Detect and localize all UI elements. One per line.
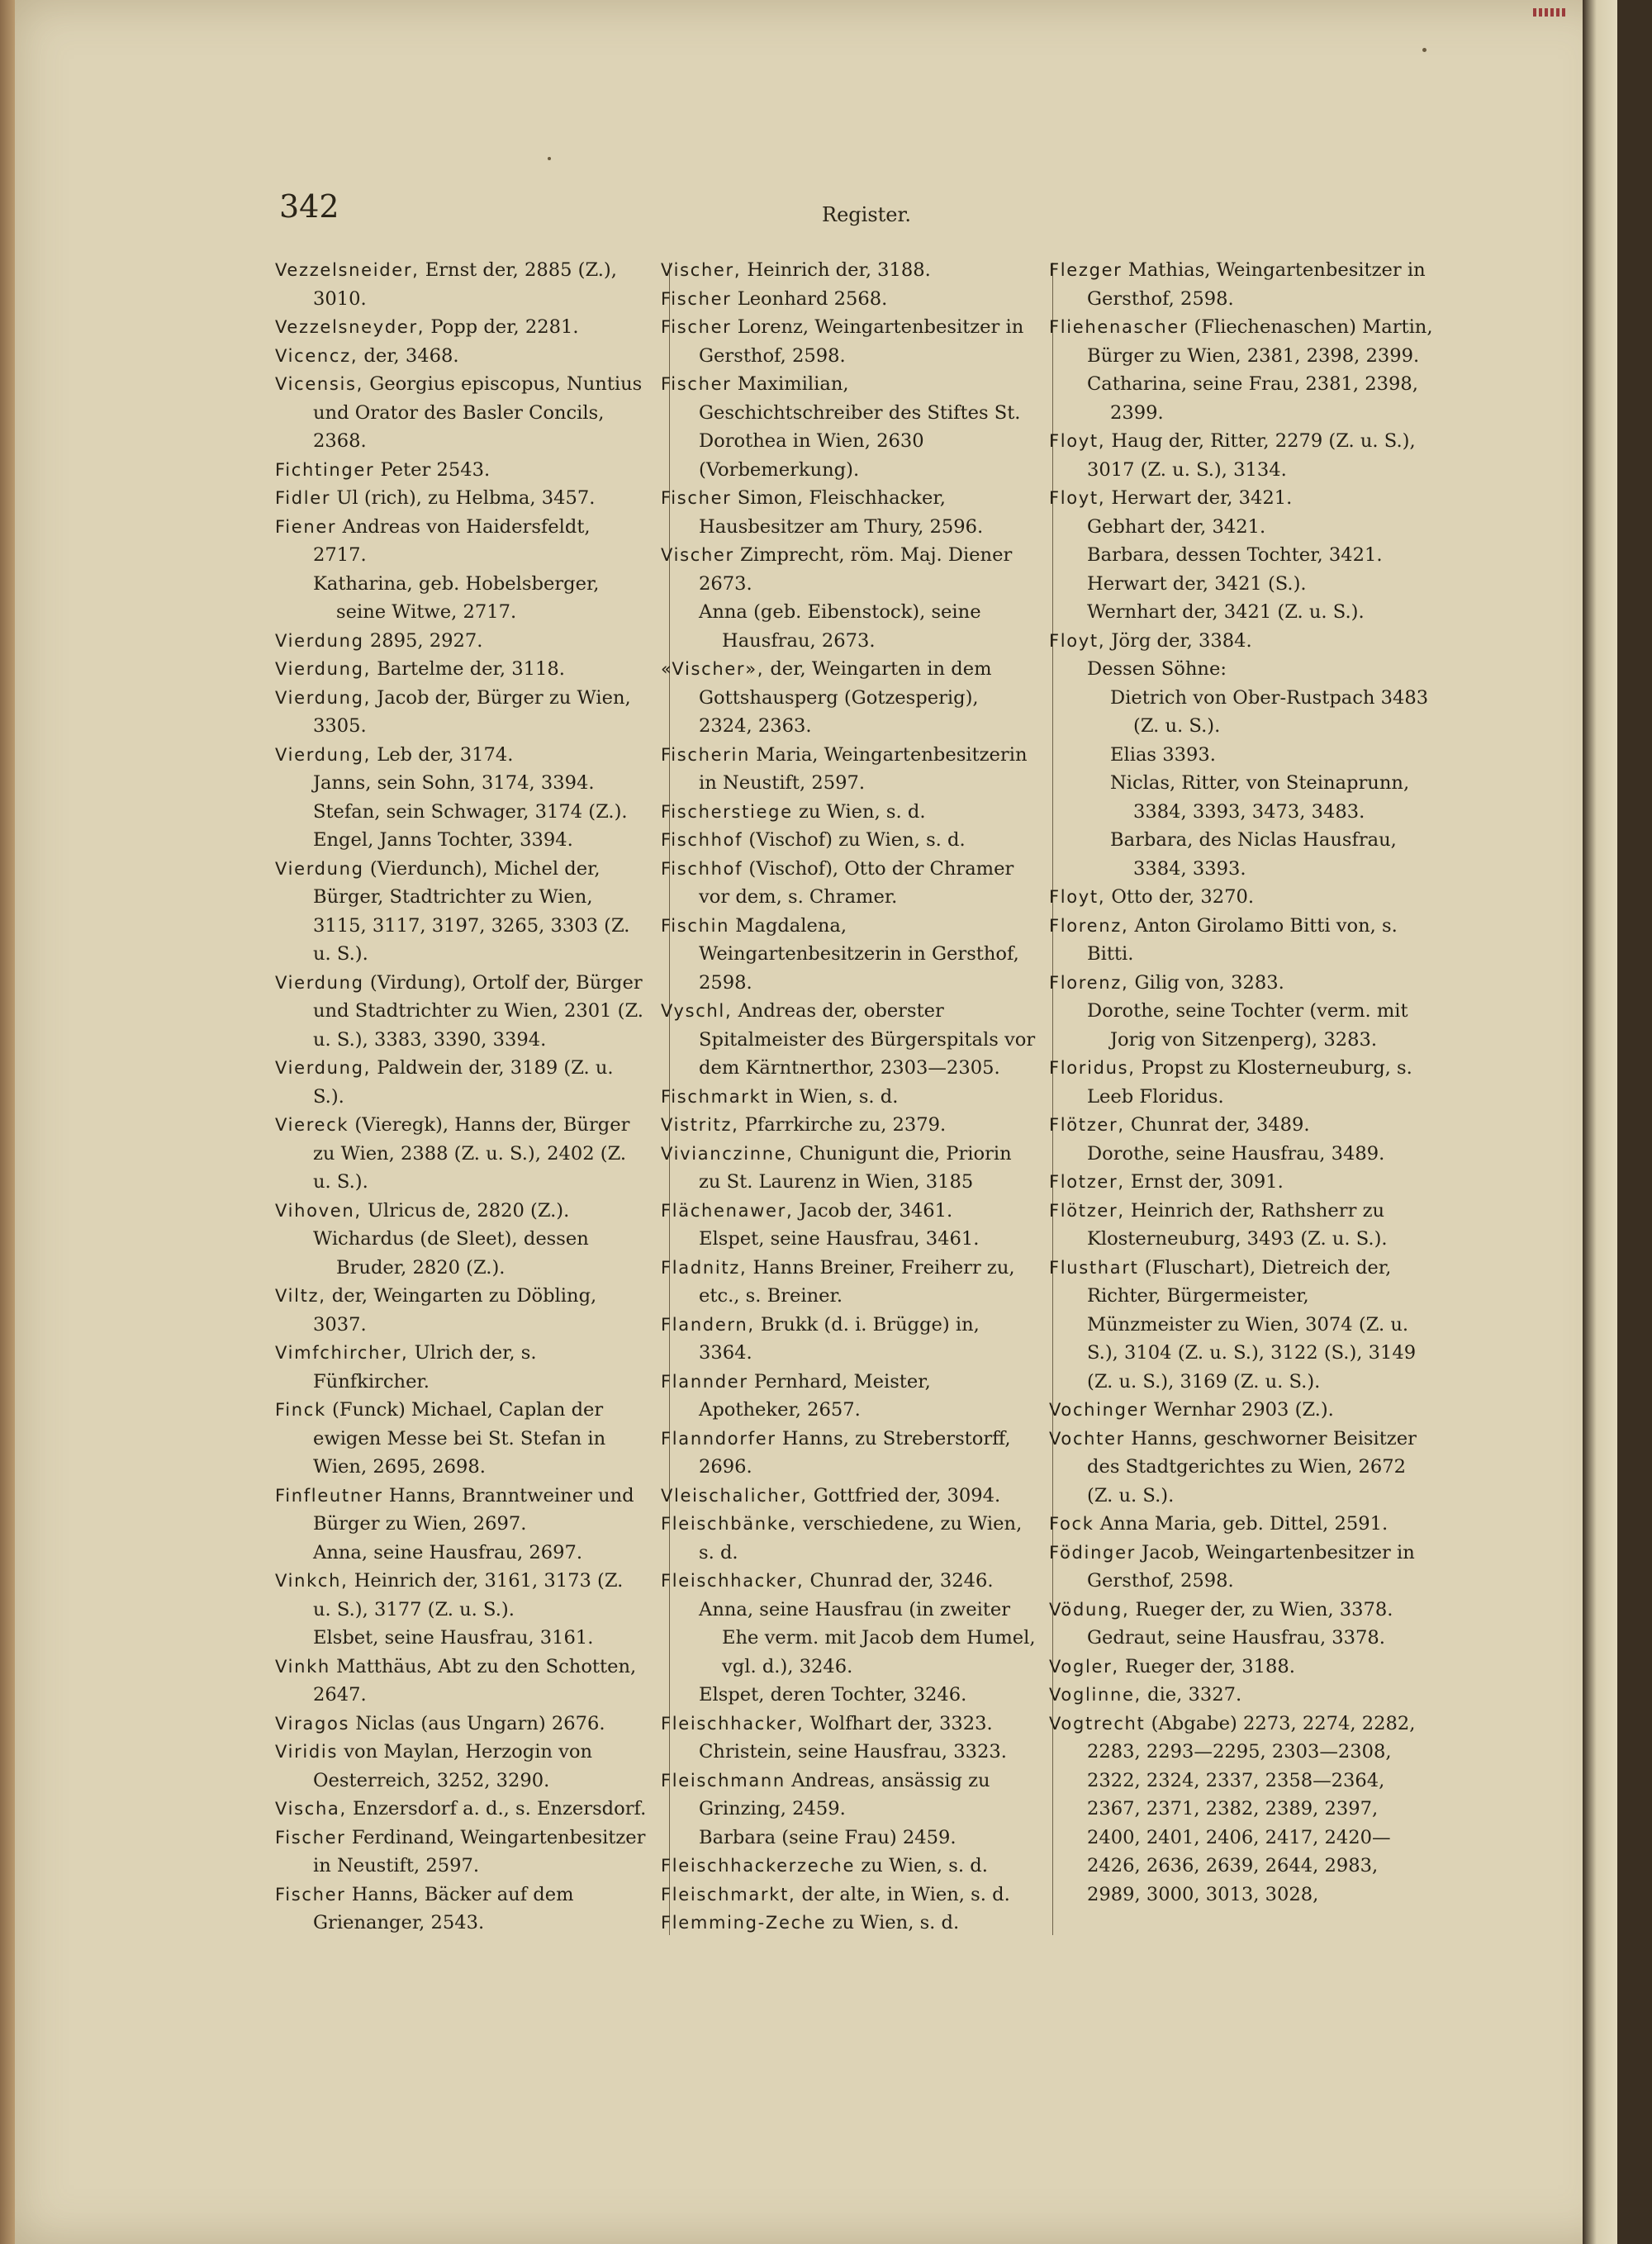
entry-text: Hanns, Bäcker auf dem Grienanger, 2543. (313, 1883, 574, 1933)
entry-text: zu Wien, s. d. (861, 1855, 988, 1876)
index-subentry (275, 1539, 647, 1568)
entry-text: (Vierdunch), Michel der, Bürger, Stadtrichter zu Wien, 3115, 3117, 3197, 3265, 3303 (Z. u. S.). (313, 857, 630, 965)
entry-headword: Fischhof (661, 830, 743, 850)
entry-text: Paldwein der, 3189 (Z. u. S.). (313, 1057, 614, 1108)
paper-speck (1422, 48, 1427, 52)
index-entry (1049, 1681, 1433, 1710)
entry-headword: Vödung, (1049, 1599, 1130, 1620)
entry-headword: Fleischmarkt, (661, 1884, 796, 1905)
index-entry (661, 370, 1037, 484)
entry-headword: Flötzer, (1049, 1115, 1125, 1135)
page-number: 342 (279, 188, 339, 225)
index-subentry (1049, 570, 1433, 599)
index-subentry (1049, 598, 1433, 627)
entry-text: Simon, Fleischhacker, Hausbesitzer am Thury, 2596. (699, 487, 984, 538)
entry-headword: Vinkch, (275, 1571, 349, 1591)
entry-headword: Fischerin (661, 744, 750, 765)
entry-text: 2895, 2927. (369, 629, 483, 652)
index-column-3 (1049, 256, 1433, 1909)
index-entry (1049, 1111, 1433, 1140)
entry-headword: Floridus, (1049, 1058, 1136, 1078)
entry-headword: Vischa, (275, 1799, 347, 1819)
entry-text: Elias 3393. (1110, 743, 1216, 766)
index-entry (661, 1909, 1037, 1938)
index-entry (1049, 1054, 1433, 1111)
entry-headword: Fichtinger (275, 459, 375, 480)
index-subentry (661, 598, 1037, 655)
page-edge (1583, 0, 1617, 2244)
index-entry (661, 741, 1037, 798)
index-entry (661, 912, 1037, 998)
index-subentry (1049, 997, 1433, 1054)
entry-headword: Fleischhacker, (661, 1713, 805, 1734)
index-entry (275, 1396, 647, 1482)
entry-headword: Fischmarkt (661, 1086, 770, 1107)
entry-headword: Vochter (1049, 1428, 1125, 1449)
entry-text: Herwart der, 3421 (S.). (1087, 572, 1307, 595)
entry-headword: Födinger (1049, 1542, 1136, 1563)
entry-text: Ernst der, 2885 (Z.), 3010. (313, 259, 617, 310)
entry-text: Georgius episcopus, Nuntius und Orator des Basler Concils, 2368. (313, 373, 643, 452)
index-entry (661, 1482, 1037, 1511)
index-subentry (1049, 655, 1433, 684)
entry-text: Andreas von Haidersfeldt, 2717. (313, 515, 591, 566)
entry-text: Magdalena, Weingartenbesitzerin in Gersthof, 2598. (699, 914, 1019, 994)
index-entry (275, 1111, 647, 1197)
index-subentry (1049, 1140, 1433, 1169)
index-entry (275, 1482, 647, 1539)
entry-text: Haug der, Ritter, 2279 (Z. u. S.), 3017 (Z. u. S.), 3134. (1087, 430, 1416, 481)
entry-text: Niclas (aus Ungarn) 2676. (355, 1712, 605, 1734)
entry-text: (Fliechenaschen) Martin, Bürger zu Wien, 2381, 2398, 2399. (1087, 316, 1433, 367)
entry-headword: Vischer, (661, 260, 742, 280)
index-subentry (661, 1596, 1037, 1682)
index-subentry (275, 798, 647, 827)
index-entry (661, 256, 1037, 285)
entry-text: Zimprecht, röm. Maj. Diener 2673. (699, 544, 1013, 595)
index-entry (661, 655, 1037, 741)
index-entry (275, 1824, 647, 1881)
entry-headword: Floyt, (1049, 431, 1106, 451)
entry-headword: Flemming-Zeche (661, 1913, 827, 1933)
index-entry (1049, 969, 1433, 998)
index-entry (661, 1510, 1037, 1567)
entry-headword: Floyt, (1049, 630, 1106, 651)
book-page (15, 0, 1617, 2244)
index-entry (661, 1254, 1037, 1311)
index-entry (661, 1710, 1037, 1739)
index-entry (1049, 1254, 1433, 1397)
entry-text: Lorenz, Weingartenbesitzer in Gersthof, 2598. (699, 316, 1024, 367)
index-entry (275, 342, 647, 371)
index-entry (275, 969, 647, 1055)
entry-headword: Vierdung (275, 972, 364, 993)
entry-headword: Vierdung, (275, 659, 371, 679)
index-column-2 (661, 256, 1037, 1938)
entry-text: Otto der, 3270. (1111, 886, 1255, 908)
entry-text: Elspet, seine Hausfrau, 3461. (699, 1228, 980, 1250)
entry-text: Propst zu Klosterneuburg, s. Leeb Floridus. (1087, 1057, 1412, 1108)
entry-headword: Flötzer, (1049, 1200, 1125, 1221)
entry-text: Dessen Söhne: (1087, 658, 1227, 680)
index-entry (275, 1054, 647, 1111)
entry-text: Wernhar 2903 (Z.). (1153, 1399, 1334, 1421)
entry-headword: Fischhof (661, 858, 743, 879)
entry-headword: Fischer (661, 488, 732, 508)
entry-headword: Vihoven, (275, 1200, 362, 1221)
index-entry (1049, 1710, 1433, 1910)
entry-text: (Funck) Michael, Caplan der ewigen Messe bei St. Stefan in Wien, 2695, 2698. (313, 1399, 606, 1478)
index-entry (1049, 1168, 1433, 1197)
entry-headword: Vierdung, (275, 1058, 371, 1078)
index-entry (275, 484, 647, 513)
entry-text: Heinrich der, 3161, 3173 (Z. u. S.), 3177 (Z. u. S.). (313, 1570, 624, 1620)
index-entry (661, 1140, 1037, 1197)
index-entry (1049, 1197, 1433, 1254)
index-entry (275, 1339, 647, 1396)
entry-headword: Vyschl, (661, 1001, 733, 1021)
index-entry (275, 741, 647, 770)
entry-text: zu Wien, s. d. (798, 800, 926, 823)
entry-text: (Vischof) zu Wien, s. d. (748, 829, 966, 851)
index-entry (275, 1738, 647, 1795)
entry-headword: Vierdung (275, 630, 364, 651)
entry-headword: Voglinne, (1049, 1685, 1142, 1705)
entry-headword: Viragos (275, 1713, 350, 1734)
entry-text: Jacob der, 3461. (799, 1199, 953, 1222)
entry-headword: Viridis (275, 1742, 339, 1762)
index-entry (1049, 1596, 1433, 1625)
entry-text: Pfarrkirche zu, 2379. (744, 1114, 947, 1136)
entry-text: Barbara, dessen Tochter, 3421. (1087, 544, 1383, 566)
entry-headword: Floyt, (1049, 887, 1106, 907)
entry-text: Janns, sein Sohn, 3174, 3394. (313, 772, 595, 794)
entry-text: Rueger der, 3188. (1124, 1655, 1295, 1677)
entry-text: Mathias, Weingartenbesitzer in Gersthof, 2598. (1087, 259, 1426, 310)
entry-text: Peter 2543. (380, 458, 491, 481)
index-entry (1049, 1510, 1433, 1539)
entry-text: Elsbet, seine Hausfrau, 3161. (313, 1627, 594, 1649)
index-entry (661, 1567, 1037, 1596)
entry-text: (Virdung), Ortolf der, Bürger und Stadtrichter zu Wien, 2301 (Z. u. S.), 3383, 3390, 3394. (313, 971, 643, 1051)
index-entry (275, 513, 647, 570)
index-entry (661, 484, 1037, 541)
index-entry (661, 1111, 1037, 1140)
index-entry (275, 1710, 647, 1739)
entry-headword: Vicensis, (275, 374, 364, 394)
entry-text: Maximilian, Geschichtschreiber des Stiftes St. Dorothea in Wien, 2630 (Vorbemerkung). (699, 373, 1021, 481)
entry-headword: Vogler, (1049, 1656, 1119, 1677)
index-subentry (1049, 541, 1433, 570)
entry-text: Enzersdorf a. d., s. Enzersdorf. (353, 1798, 647, 1819)
index-entry (275, 456, 647, 485)
entry-text: Wolfhart der, 3323. (809, 1712, 993, 1734)
entry-headword: Fischer (275, 1884, 346, 1905)
entry-headword: Flandern, (661, 1314, 755, 1335)
entry-headword: Fliehenascher (1049, 317, 1189, 337)
entry-headword: Finfleutner (275, 1485, 383, 1506)
entry-text: Barbara, des Niclas Hausfrau, 3384, 3393. (1110, 829, 1397, 880)
entry-headword: Finck (275, 1400, 326, 1420)
entry-text: Anna, seine Hausfrau (in zweiter Ehe verm. mit Jacob dem Humel, vgl. d.), 3246. (699, 1598, 1036, 1677)
index-entry (661, 798, 1037, 827)
entry-text: Andreas der, oberster Spitalmeister des Bürgerspitals vor dem Kärntnerthor, 2303—2305. (699, 1000, 1036, 1079)
entry-text: der, 3468. (363, 344, 459, 367)
entry-headword: Floyt, (1049, 488, 1106, 508)
entry-text: Ulricus de, 2820 (Z.). (367, 1199, 570, 1222)
index-entry (275, 1567, 647, 1624)
index-entry (1049, 883, 1433, 912)
entry-text: Niclas, Ritter, von Steinaprunn, 3384, 3393, 3473, 3483. (1110, 772, 1410, 823)
entry-headword: Vierdung, (275, 687, 371, 708)
entry-headword: Fischin (661, 915, 730, 936)
entry-text: der, Weingarten zu Döbling, 3037. (313, 1285, 597, 1335)
entry-text: Pernhard, Meister, Apotheker, 2657. (699, 1370, 931, 1421)
entry-headword: Fock (1049, 1514, 1094, 1534)
entry-text: Bartelme der, 3118. (377, 658, 565, 680)
index-entry (275, 256, 647, 313)
entry-headword: Fischer (661, 317, 732, 337)
index-entry (1049, 313, 1433, 370)
index-subentry (275, 826, 647, 855)
entry-text: zu Wien, s. d. (832, 1912, 960, 1933)
index-entry (1049, 1396, 1433, 1425)
index-entry (661, 541, 1037, 598)
entry-text: Dorothe, seine Hausfrau, 3489. (1087, 1142, 1385, 1165)
entry-headword: Vogtrecht (1049, 1713, 1146, 1734)
entry-text: Stefan, sein Schwager, 3174 (Z.). (313, 800, 628, 823)
index-entry (661, 1197, 1037, 1226)
index-entry (275, 1795, 647, 1824)
index-entry (661, 1881, 1037, 1910)
entry-text: Leonhard 2568. (737, 287, 888, 310)
entry-text: Jörg der, 3384. (1111, 629, 1252, 652)
entry-text: der, Weingarten in dem Gottshausperg (Gotzesperig), 2324, 2363. (699, 658, 992, 737)
entry-text: Rueger der, zu Wien, 3378. (1135, 1598, 1393, 1620)
entry-text: Catharina, seine Frau, 2381, 2398, 2399. (1087, 373, 1418, 424)
index-entry (275, 855, 647, 969)
entry-text: Anna (geb. Eibenstock), seine Hausfrau, 2673. (699, 601, 981, 652)
index-subentry (275, 1624, 647, 1653)
entry-headword: Vochinger (1049, 1400, 1148, 1420)
index-subentry (1049, 826, 1433, 883)
index-entry (661, 313, 1037, 370)
index-subentry (275, 1225, 647, 1282)
entry-headword: Vierdung, (275, 744, 371, 765)
index-entry (275, 1282, 647, 1339)
entry-text: von Maylan, Herzogin von Oesterreich, 3252, 3290. (313, 1741, 593, 1791)
index-entry (275, 370, 647, 456)
entry-headword: Fidler (275, 488, 331, 508)
entry-text: (Vischof), Otto der Chramer vor dem, s. Chramer. (699, 857, 1014, 908)
entry-headword: Flächenawer, (661, 1200, 794, 1221)
entry-text: Andreas, ansässig zu Grinzing, 2459. (699, 1769, 990, 1819)
entry-text: Engel, Janns Tochter, 3394. (313, 829, 573, 851)
entry-text: Ernst der, 3091. (1130, 1171, 1284, 1193)
entry-text: Anna, seine Hausfrau, 2697. (313, 1541, 583, 1563)
entry-text: Dorothe, seine Tochter (verm. mit Jorig von Sitzenperg), 3283. (1087, 1000, 1408, 1051)
entry-headword: Vierdung (275, 858, 364, 879)
entry-headword: Fleischhackerzeche (661, 1856, 856, 1876)
entry-headword: Fischerstiege (661, 801, 793, 822)
entry-text: Herwart der, 3421. (1111, 487, 1293, 509)
index-subentry (275, 769, 647, 798)
entry-headword: Florenz, (1049, 972, 1129, 993)
index-subentry (1049, 370, 1433, 427)
index-entry (661, 1083, 1037, 1112)
index-subentry (1049, 513, 1433, 542)
entry-text: Anton Girolamo Bitti von, s. Bitti. (1087, 914, 1398, 965)
entry-text: Anna Maria, geb. Dittel, 2591. (1099, 1513, 1389, 1535)
index-entry (1049, 912, 1433, 969)
entry-text: Hanns Breiner, Freiherr zu, etc., s. Breiner. (699, 1256, 1015, 1307)
entry-headword: Fiener (275, 516, 337, 537)
entry-text: Elspet, deren Tochter, 3246. (699, 1684, 967, 1706)
index-entry (661, 1852, 1037, 1881)
entry-text: Heinrich der, 3188. (747, 259, 931, 281)
entry-text: der alte, in Wien, s. d. (801, 1883, 1010, 1905)
entry-headword: Vischer (661, 545, 734, 565)
index-subentry (1049, 769, 1433, 826)
entry-text: Ul (rich), zu Helbma, 3457. (336, 487, 596, 509)
entry-text: Jacob der, Bürger zu Wien, 3305. (313, 686, 631, 737)
index-subentry (1049, 1624, 1433, 1653)
entry-text: Wernhart der, 3421 (Z. u. S.). (1087, 601, 1365, 623)
entry-text: Brukk (d. i. Brügge) in, 3364. (699, 1313, 980, 1364)
index-entry (275, 1197, 647, 1226)
index-entry (661, 1311, 1037, 1368)
entry-headword: Fischer (661, 374, 732, 394)
entry-headword: Fleischbänke, (661, 1514, 797, 1534)
index-entry (661, 285, 1037, 314)
entry-text: Gottfried der, 3094. (813, 1484, 1001, 1506)
entry-headword: Viltz, (275, 1286, 326, 1306)
entry-headword: Fischer (661, 288, 732, 309)
entry-text: Gebhart der, 3421. (1087, 515, 1266, 538)
entry-text: Popp der, 2281. (430, 316, 579, 338)
color-bar-mark (1533, 8, 1568, 17)
entry-headword: Flannder (661, 1371, 748, 1392)
index-entry (1049, 1539, 1433, 1596)
entry-headword: Viereck (275, 1115, 349, 1135)
binding-edge (0, 0, 15, 2244)
entry-headword: Vinkh (275, 1656, 330, 1677)
running-head: Register. (822, 203, 911, 226)
index-entry (1049, 627, 1433, 656)
entry-text: (Vieregk), Hanns der, Bürger zu Wien, 2388 (Z. u. S.), 2402 (Z. u. S.). (313, 1114, 630, 1193)
entry-headword: Flezger (1049, 260, 1123, 280)
index-entry (275, 655, 647, 684)
entry-headword: Florenz, (1049, 915, 1129, 936)
entry-headword: Fleischhacker, (661, 1571, 805, 1591)
entry-text: (Abgabe) 2273, 2274, 2282, 2283, 2293—2295, 2303—2308, 2322, 2324, 2337, 2358—2364, 2367, 2371, 2382, 2389, 2397, 2400, 2401, 2406, 2417, 2420—2426, 2636, 2639, 2644, 2983, 2989, 3000, 3013, 3028, (1087, 1712, 1416, 1905)
entry-headword: Vicencz, (275, 345, 358, 366)
paper-speck (548, 157, 551, 160)
index-entry (275, 313, 647, 342)
entry-headword: Flotzer, (1049, 1172, 1125, 1192)
entry-headword: Vleischalicher, (661, 1485, 808, 1506)
entry-text: Wichardus (de Sleet), dessen Bruder, 2820 (Z.). (313, 1228, 589, 1279)
index-entry (661, 1368, 1037, 1425)
entry-text: Gilig von, 3283. (1134, 971, 1284, 994)
index-subentry (1049, 741, 1433, 770)
index-entry (1049, 427, 1433, 484)
entry-text: Chunrat der, 3489. (1130, 1114, 1310, 1136)
entry-text: Katharina, geb. Hobelsberger, seine Witwe, 2717. (313, 572, 600, 623)
entry-headword: Fladnitz, (661, 1257, 748, 1278)
entry-text: Christein, seine Hausfrau, 3323. (699, 1741, 1007, 1762)
entry-text: Jacob, Weingartenbesitzer in Gersthof, 2598. (1087, 1541, 1415, 1592)
entry-text: Chunrad der, 3246. (809, 1570, 994, 1592)
index-subentry (275, 570, 647, 627)
entry-headword: «Vischer», (661, 659, 765, 679)
entry-text: Dietrich von Ober-Rustpach 3483 (Z. u. S.). (1110, 686, 1429, 737)
index-subentry (661, 1225, 1037, 1254)
entry-headword: Vistritz, (661, 1115, 739, 1135)
index-entry (1049, 256, 1433, 313)
entry-headword: Fleischmann (661, 1770, 786, 1791)
index-entry (1049, 1653, 1433, 1682)
entry-headword: Fischer (275, 1827, 346, 1848)
index-entry (1049, 1425, 1433, 1511)
index-subentry (661, 1824, 1037, 1853)
entry-headword: Vimfchircher, (275, 1343, 409, 1363)
index-entry (275, 1653, 647, 1710)
index-entry (661, 1767, 1037, 1824)
entry-text: Ulrich der, s. Fünfkircher. (313, 1342, 537, 1392)
entry-text: Chunigunt die, Priorin zu St. Laurenz in Wien, 3185 (699, 1142, 1012, 1193)
entry-text: Maria, Weingartenbesitzerin in Neustift, 2597. (699, 743, 1028, 794)
index-entry (275, 684, 647, 741)
entry-text: Hanns, geschworner Beisitzer des Stadtgerichtes zu Wien, 2672 (Z. u. S.). (1087, 1427, 1417, 1506)
index-subentry (661, 1738, 1037, 1767)
entry-text: Gedraut, seine Hausfrau, 3378. (1087, 1627, 1385, 1649)
entry-headword: Flusthart (1049, 1257, 1139, 1278)
entry-text: (Fluschart), Dietreich der, Richter, Bürgermeister, Münzmeister zu Wien, 3074 (Z. u. S.), 3104 (Z. u. S.), 3122 (S.), 3149 (Z. u. S.), 3169 (Z. u. S.). (1087, 1256, 1417, 1392)
entry-headword: Vezzelsneyder, (275, 317, 425, 337)
index-subentry (661, 1681, 1037, 1710)
index-subentry (1049, 684, 1433, 741)
entry-text: Hanns, Branntweiner und Bürger zu Wien, 2697. (313, 1484, 634, 1535)
index-entry (661, 1425, 1037, 1482)
entry-headword: Vezzelsneider, (275, 260, 420, 280)
entry-text: in Wien, s. d. (775, 1085, 899, 1108)
index-entry (275, 1881, 647, 1938)
index-entry (1049, 484, 1433, 513)
entry-headword: Flanndorfer (661, 1428, 776, 1449)
entry-text: verschiedene, zu Wien, s. d. (699, 1513, 1023, 1563)
index-entry (275, 627, 647, 656)
entry-text: Heinrich der, Rathsherr zu Klosterneuburg, 3493 (Z. u. S.). (1087, 1199, 1388, 1250)
index-entry (661, 826, 1037, 855)
index-entry (661, 855, 1037, 912)
entry-headword: Vivianczinne, (661, 1143, 794, 1164)
entry-text: die, 3327. (1147, 1684, 1242, 1706)
entry-text: Hanns, zu Streberstorff, 2696. (699, 1427, 1011, 1478)
entry-text: Matthäus, Abt zu den Schotten, 2647. (313, 1655, 637, 1706)
entry-text: Leb der, 3174. (377, 743, 514, 766)
entry-text: Ferdinand, Weingartenbesitzer in Neustift, 2597. (313, 1826, 646, 1876)
index-column-1 (275, 256, 647, 1938)
entry-text: Barbara (seine Frau) 2459. (699, 1826, 957, 1848)
index-entry (661, 997, 1037, 1083)
